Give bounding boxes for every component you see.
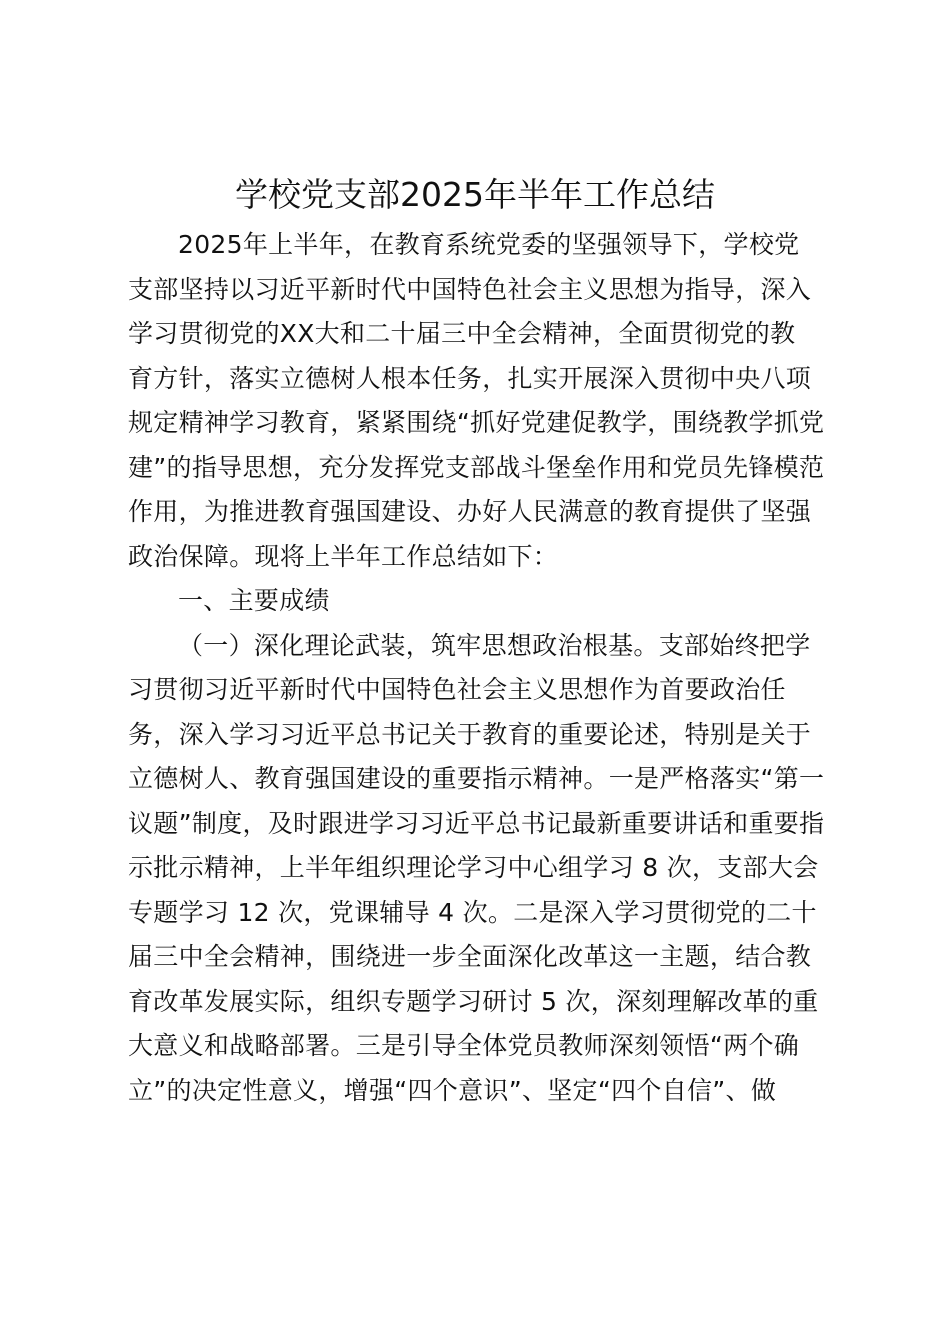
paragraph-line: 学习贯彻党的XX大和二十届三中全会精神，全面贯彻党的教 <box>128 319 796 348</box>
paragraph-line: 作用，为推进教育强国建设、办好人民满意的教育提供了坚强 <box>128 497 812 526</box>
paragraph-line: 大意义和战略部署。三是引导全体党员教师深刻领悟“两个确 <box>128 1031 800 1060</box>
paragraph-line: 务，深入学习习近平总书记关于教育的重要论述，特别是关于 <box>128 719 812 749</box>
paragraph-line: 议题”制度，及时跟进学习习近平总书记最新重要讲话和重要指 <box>128 808 825 838</box>
paragraph-line: 育改革发展实际，组织专题学习研讨 5 次，深刻理解改革的重 <box>128 986 819 1016</box>
paragraph-line: 支部坚持以习近平新时代中国特色社会主义思想为指导，深入 <box>128 274 812 304</box>
section-heading: 一、主要成绩 <box>178 586 330 615</box>
paragraph-line: 规定精神学习教育，紧紧围绕“抓好党建促教学，围绕教学抓党 <box>128 408 825 437</box>
paragraph-line: 2025年上半年，在教育系统党委的坚强领导下，学校党 <box>178 230 800 259</box>
paragraph-line: 习贯彻习近平新时代中国特色社会主义思想作为首要政治任 <box>128 675 786 704</box>
paragraph-line: 育方针，落实立德树人根本任务，扎实开展深入贯彻中央八项 <box>128 363 812 393</box>
paragraph-line: （一）深化理论武装，筑牢思想政治根基。支部始终把学 <box>178 630 811 660</box>
document-body <box>128 223 828 1113</box>
paragraph-line: 立”的决定性意义，增强“四个意识”、坚定“四个自信”、做 <box>128 1075 777 1105</box>
paragraph-line: 届三中全会精神，围绕进一步全面深化改革这一主题，结合教 <box>128 942 812 971</box>
paragraph-line: 示批示精神，上半年组织理论学习中心组学习 8 次，支部大会 <box>128 853 819 882</box>
document-title: 学校党支部2025年半年工作总结 <box>235 175 715 214</box>
paragraph-line: 建”的指导思想，充分发挥党支部战斗堡垒作用和党员先锋模范 <box>128 452 825 482</box>
paragraph-line: 专题学习 12 次，党课辅导 4 次。二是深入学习贯彻党的二十 <box>128 897 817 927</box>
paragraph-line: 立德树人、教育强国建设的重要指示精神。一是严格落实“第一 <box>128 764 825 793</box>
paragraph-line: 政治保障。现将上半年工作总结如下： <box>128 541 559 571</box>
